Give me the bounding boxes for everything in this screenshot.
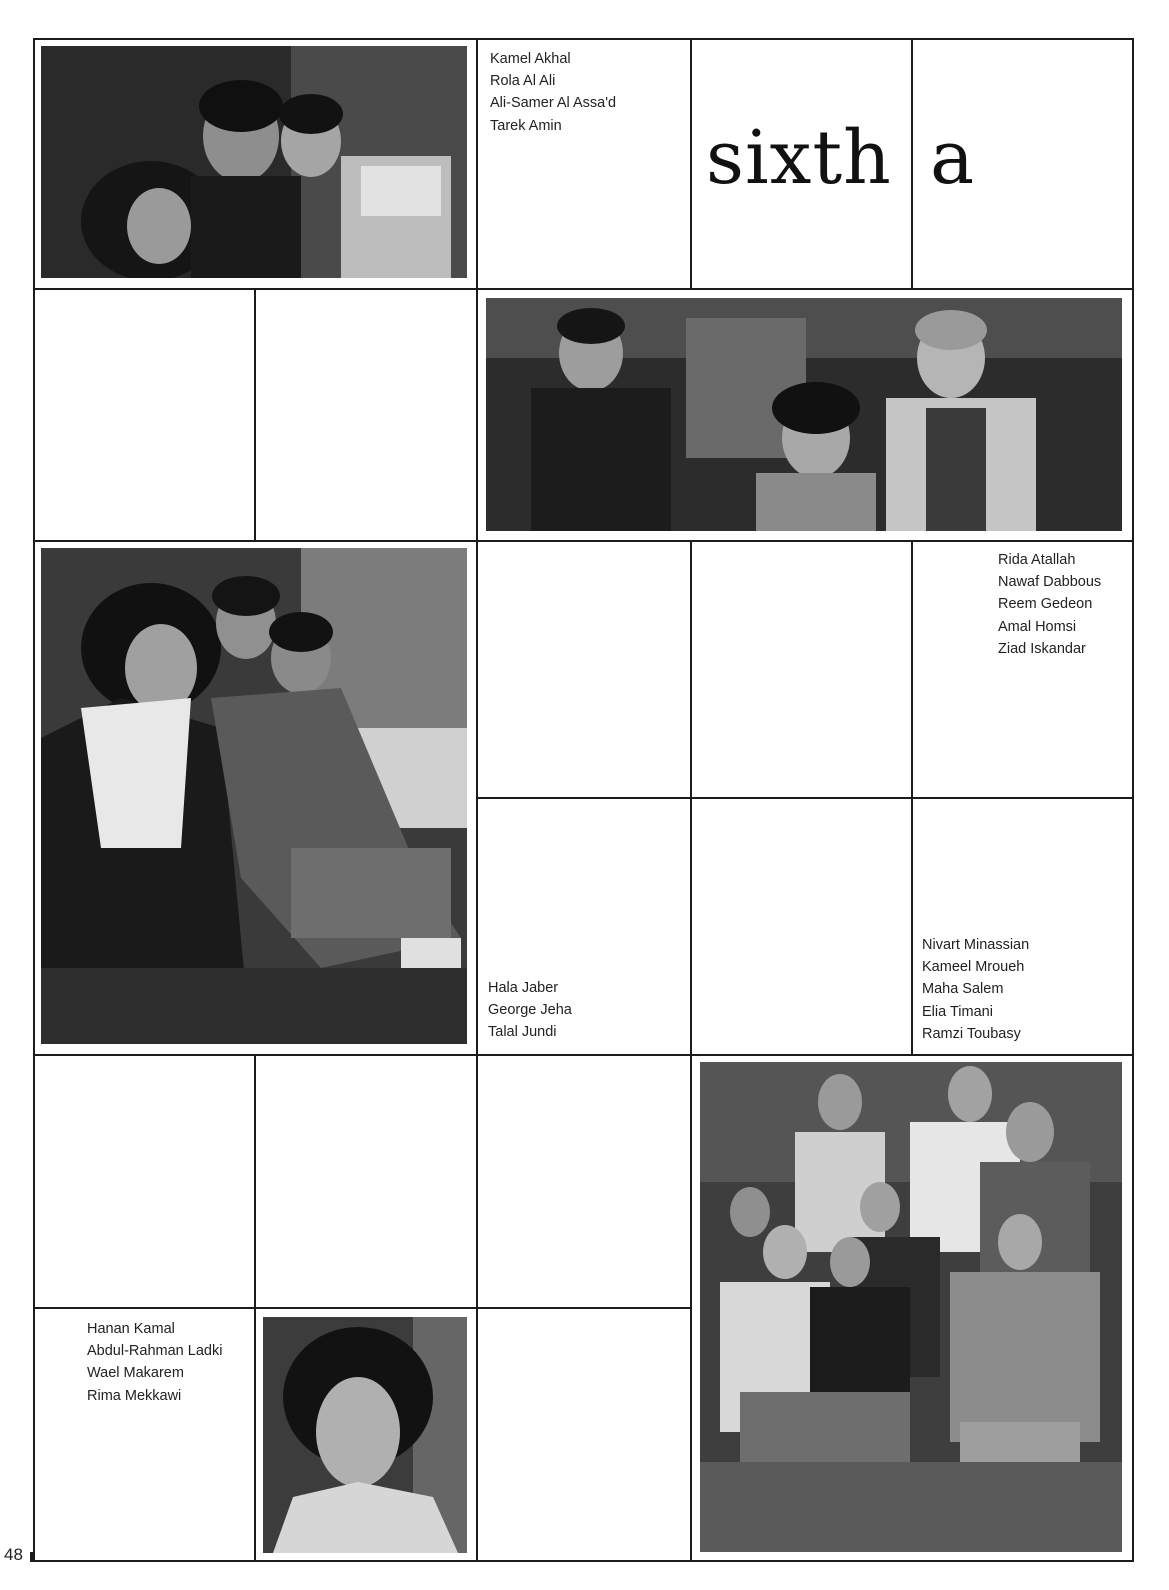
names-group-3: [488, 977, 572, 1044]
grid-line: [476, 797, 1134, 799]
grid-line: [476, 38, 478, 1562]
student-name: Amal Homsi: [998, 618, 1077, 635]
grid-line: [33, 540, 1134, 542]
student-name: Maha Salem: [922, 981, 1004, 998]
student-name: Elia Timani: [922, 1003, 993, 1020]
grid-line: [690, 38, 692, 288]
page-number: 48: [4, 1545, 23, 1564]
student-name: Ali-Samer Al Assa'd: [490, 95, 617, 112]
student-name: Kameel Mroueh: [922, 959, 1025, 976]
names-group-2: [998, 549, 1101, 660]
student-name: Hala Jaber: [488, 980, 559, 996]
student-name: Rola Al Ali: [490, 73, 556, 90]
group-photo-1: [41, 46, 467, 278]
grid-line: [33, 288, 1134, 290]
student-name: Abdul-Rahman Ladki: [87, 1343, 223, 1360]
grid-line: [33, 1054, 1134, 1056]
grid-line: [254, 288, 256, 540]
group-photo-2: [486, 298, 1122, 531]
names-group-5: [87, 1318, 222, 1407]
student-name: Hanan Kamal: [87, 1321, 175, 1337]
student-name: Rida Atallah: [998, 552, 1076, 568]
student-name: Rima Mekkawi: [87, 1387, 182, 1404]
grid-line: [911, 38, 913, 288]
student-name: Nivart Minassian: [922, 937, 1030, 953]
portrait-photo: [263, 1317, 467, 1553]
names-group-4: [922, 934, 1029, 1045]
student-name: Ramzi Toubasy: [922, 1025, 1021, 1042]
student-name: Reem Gedeon: [998, 596, 1093, 613]
student-name: Kamel Akhal: [490, 51, 571, 67]
heading-sixth: sixth: [706, 115, 892, 201]
student-name: Wael Makarem: [87, 1365, 184, 1382]
student-name: George Jeha: [488, 1002, 572, 1019]
student-name: Tarek Amin: [490, 117, 562, 134]
group-photo-4: [700, 1062, 1122, 1552]
names-group-1: [490, 48, 616, 137]
student-name: Talal Jundi: [488, 1024, 557, 1041]
student-name: Ziad Iskandar: [998, 640, 1086, 657]
grid-line: [33, 1307, 692, 1309]
heading-section-letter: a: [930, 115, 976, 201]
page-mark: [30, 1552, 34, 1562]
student-name: Nawaf Dabbous: [998, 574, 1102, 591]
group-photo-3: [41, 548, 467, 1044]
